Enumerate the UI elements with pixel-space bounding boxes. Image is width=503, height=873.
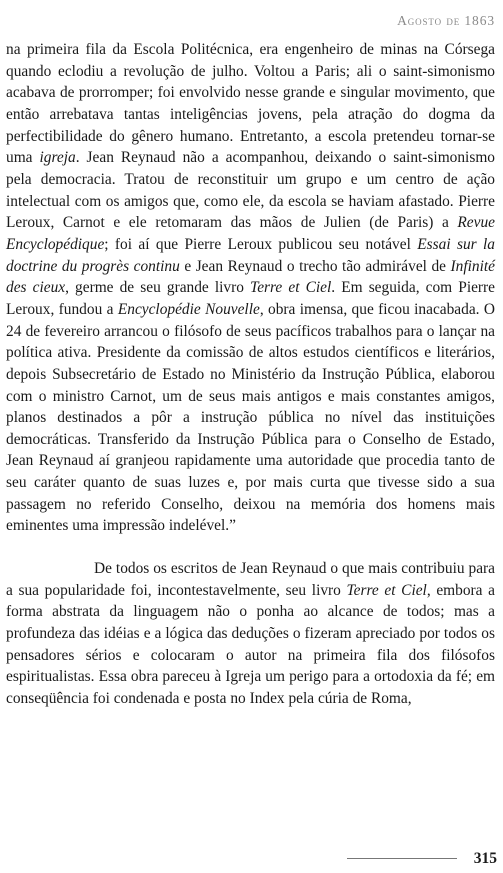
page-number: 315 xyxy=(473,850,497,867)
text-run: e Jean Reynaud o trecho tão admirável de xyxy=(179,257,451,275)
text-run: , embora a forma abstrata da linguagem não o ponha ao alcance de todos; mas a profundeza das idéias e a lógica das deduções o fizeram apreciado por todos os pensadores sérios e colocaram o autor na primeira fila dos filósofos espiritualistas. Essa obra pareceu à Igreja um perigo para a ortodoxia da fé; em conseqüência foi condenada e posta no Index pela cúria de Roma, xyxy=(6,581,496,708)
italic-title: igreja xyxy=(39,149,76,167)
body-text xyxy=(6,39,495,710)
text-run: De todos os escritos de Jean Reynaud o que mais contribuiu para a sua popularidade foi, incontestavelmente, seu livro xyxy=(6,560,495,599)
italic-title: Terre et Ciel xyxy=(346,581,427,599)
text-run: , obra imensa, que ficou inacabada. O 24 de fevereiro arrancou o filósofo de seus pacíficos trabalhos para o lançar na política ativa. Presidente da comissão de altos estudos científicos e literários, depois Subsecretário de Estado no Ministério da Instrução Pública, elaborou com o ministro Carnot, um de seus mais antigos e mais constantes amigos, planos destinados a pôr a instrução pública no nível das instituições democráticas. Transferido da Instrução Pública para o Conselho de Estado, Jean Reynaud aí granjeou rapidamente uma autoridade que procedia tanto de seu caráter quanto de suas luzes e, por mais curta que tivesse sido a sua passagem no referido Conselho, deixou na memória dos homens mais eminentes uma impressão indelével.” xyxy=(6,300,495,535)
folio-rule xyxy=(347,858,457,859)
italic-title: Essai sur la doctrine du progrès continu xyxy=(6,235,495,275)
text-run: . Em seguida, com Pierre Leroux, fundou a xyxy=(6,279,496,318)
italic-title: Revue Encyclopédique xyxy=(6,214,495,253)
italic-title: Encyclopédie Nouvelle xyxy=(117,300,260,318)
italic-title: Terre et Ciel xyxy=(250,279,332,297)
running-head: Agosto de 1863 xyxy=(397,13,495,28)
text-run: . Jean Reynaud não a acompanhou, deixando o saint-simonismo pela democracia. Tratou de reconstituir um grupo e um centro de ação intelectual com os amigos que, como ele, da escola se haviam afastado. Pierre Leroux, Carnot e ele retomaram das mãos de Julien (de Paris) a xyxy=(6,149,495,232)
text-run: ; foi aí que Pierre Leroux publicou seu notável xyxy=(104,235,418,253)
paragraph-2 xyxy=(6,558,495,710)
paragraph-1 xyxy=(6,39,495,537)
text-run: , germe de seu grande livro xyxy=(65,279,251,297)
text-run: na primeira fila da Escola Politécnica, era engenheiro de minas na Córsega quando eclodiu a revolução de julho. Voltou a Paris; ali o saint-simonismo acabava de prorromper; foi envolvido nesse grande e singular movimento, que então arrebatava tantas inteligências jovens, pela atração do dogma da perfectibilidade do gênero humano. Entretanto, a escola pretendeu tornar-se uma xyxy=(6,41,495,167)
italic-title: Infinité des cieux xyxy=(6,257,495,297)
